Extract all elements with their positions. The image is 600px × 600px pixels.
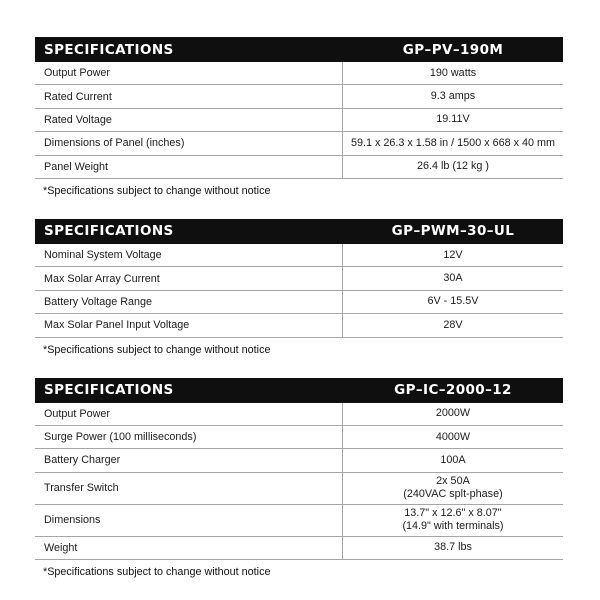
spec-table: [35, 219, 563, 356]
spec-label: Max Solar Array Current: [35, 267, 343, 289]
table-row: [35, 537, 563, 560]
spec-table-header: [35, 37, 563, 62]
spec-rows: [35, 62, 563, 179]
table-row: [35, 267, 563, 290]
spec-header-model: GP–PWM–30–UL: [391, 223, 515, 240]
table-row: [35, 314, 563, 337]
spec-label: Rated Voltage: [35, 109, 343, 131]
table-row: [35, 109, 563, 132]
spec-label: Transfer Switch: [35, 473, 343, 504]
spec-header-title: SPECIFICATIONS: [44, 41, 174, 58]
spec-value: 12V: [443, 248, 463, 261]
spec-label: Output Power: [35, 403, 343, 425]
spec-label: Weight: [35, 537, 343, 559]
spec-header-title: SPECIFICATIONS: [44, 382, 174, 399]
spec-value: 26.4 lb (12 kg ): [416, 160, 489, 173]
spec-rows: [35, 403, 563, 561]
spec-table: [35, 37, 563, 197]
spec-value: 2000W: [435, 407, 471, 420]
spec-label: Nominal System Voltage: [35, 244, 343, 266]
spec-value: 100A: [440, 453, 466, 466]
spec-footnote: *Specifications subject to change without notice: [43, 184, 271, 197]
spec-value: 9.3 amps: [430, 90, 476, 103]
spec-value: 2x 50A (240VAC splt-phase): [403, 475, 503, 501]
table-row: [35, 473, 563, 505]
spec-label: Battery Charger: [35, 449, 343, 471]
spec-label: Battery Voltage Range: [35, 291, 343, 313]
spec-header-title: SPECIFICATIONS: [44, 223, 174, 240]
spec-value: 13.7" x 12.6" x 8.07" (14.9" with terminals): [402, 507, 504, 533]
spec-header-model: GP–IC–2000–12: [394, 382, 512, 399]
spec-table-header: [35, 219, 563, 244]
table-row: [35, 505, 563, 537]
table-row: [35, 244, 563, 267]
spec-label: Output Power: [35, 62, 343, 84]
spec-table-header: [35, 378, 563, 403]
table-row: [35, 132, 563, 155]
table-row: [35, 291, 563, 314]
spec-footnote: *Specifications subject to change without notice: [43, 343, 271, 356]
table-row: [35, 403, 563, 426]
spec-label: Surge Power (100 milliseconds): [35, 426, 343, 448]
spec-value: 59.1 x 26.3 x 1.58 in / 1500 x 668 x 40 mm: [350, 136, 556, 149]
spec-label: Dimensions of Panel (inches): [35, 132, 343, 154]
spec-label: Panel Weight: [35, 156, 343, 178]
spec-footnote: *Specifications subject to change without notice: [43, 566, 271, 579]
spec-label: Max Solar Panel Input Voltage: [35, 314, 343, 336]
spec-label: Rated Current: [35, 85, 343, 107]
spec-value: 38.7 lbs: [434, 541, 472, 554]
table-row: [35, 449, 563, 472]
spec-label: Dimensions: [35, 505, 343, 536]
table-row: [35, 156, 563, 179]
spec-value: 19.11V: [436, 113, 470, 126]
spec-value: 190 watts: [429, 66, 477, 79]
spec-rows: [35, 244, 563, 338]
spec-value: 28V: [443, 318, 463, 331]
spec-header-model: GP–PV–190M: [402, 41, 504, 58]
table-row: [35, 62, 563, 85]
table-row: [35, 85, 563, 108]
spec-table: [35, 378, 563, 579]
spec-value: 6V - 15.5V: [427, 295, 479, 308]
spec-value: 30A: [443, 272, 463, 285]
table-row: [35, 426, 563, 449]
spec-value: 4000W: [435, 430, 471, 443]
